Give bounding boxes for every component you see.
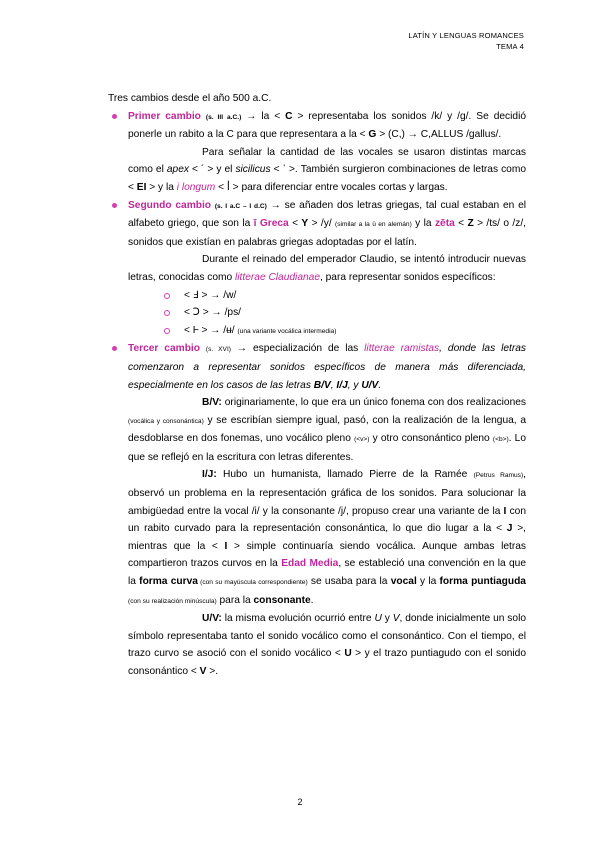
tercer-cambio-title: Tercer cambio: [128, 343, 200, 355]
paragraph-ij: [128, 466, 526, 610]
paragraph-uv: [128, 610, 526, 680]
term-edad-media: Edad Media: [281, 558, 339, 570]
letter-u: U: [344, 648, 352, 660]
text: <: [454, 218, 468, 230]
letter-i: I: [224, 540, 228, 552]
term-vocal: vocal: [390, 576, 417, 588]
letter-g: G: [368, 129, 377, 141]
text: , se estableció una convención en la que la: [128, 558, 526, 588]
text: y la: [411, 218, 435, 230]
claudiana-letter: < Ↄ > → /ps/: [184, 307, 241, 319]
term-i-longum: i longum: [176, 181, 216, 193]
text: > representaba los sonidos /k/ y /g/. Se decidió ponerle un rabito a la C para que representara a la <: [128, 110, 526, 141]
term-apex: apex: [166, 164, 189, 176]
text: con un rabito curvado para la representación consonántica, lo que dio lugar a la <: [128, 505, 526, 535]
paragraph-bv: [128, 394, 526, 466]
bullet-dot: [112, 114, 117, 119]
text: para la: [216, 594, 254, 606]
text: → la <: [241, 110, 286, 122]
list-item-tercer-cambio: [108, 340, 526, 394]
paragraph-claudio: [128, 251, 526, 286]
text: la misma evolución ocurrió entre: [221, 613, 375, 625]
note: (una variante vocálica intermedia): [237, 327, 337, 335]
text: > y el trazo puntiagudo con el sonido consonántico <: [128, 648, 527, 677]
note: (con su mayúscula correspondiente): [197, 579, 308, 587]
letter-v: V: [199, 666, 207, 677]
note: (vocálica y consonántica): [128, 417, 204, 425]
bullet-dot: [112, 346, 117, 351]
page-body: [108, 90, 526, 681]
term-litterae-claudianae: litterae Claudianae: [235, 271, 320, 283]
text: >.: [206, 666, 219, 677]
letters-bv: B/V: [313, 379, 331, 391]
text: > simple continuaría siendo vocálica. Aunque ambas letras compartieron trazos curvos en la: [128, 540, 526, 570]
text: se usaba para la: [307, 576, 391, 588]
primer-cambio-title: Primer cambio: [128, 110, 201, 122]
running-header: [408, 30, 524, 52]
text: , y: [347, 379, 362, 391]
tercer-cambio-date: (s. XVI): [205, 346, 231, 354]
term-zeta: zēta: [434, 218, 455, 230]
text: , donde las letras comenzaron a representar sonidos específicos de manera más diferenciada, especialmente en los casos de las letras: [128, 343, 526, 391]
sublist-item: [108, 322, 526, 341]
segundo-cambio-title: Segundo cambio: [128, 199, 212, 211]
text: , observó un problema en la representación gráfica de los sonidos. Para solucionar la ambigüedad entre la vocal /i/ y la consonante /j/, propuso crear una variante de la: [128, 469, 527, 517]
letters-ei: EI: [136, 181, 147, 193]
note: (Petrus Ramus): [473, 472, 524, 480]
text: < ꟾ > para diferenciar entre vocales cortas y largas.: [215, 181, 448, 193]
text: Hubo un humanista, llamado Pierre de la Ramée: [216, 469, 474, 481]
text: < ´ > y el: [188, 164, 236, 176]
text: Durante el reinado del emperador Claudio, se intentó introducir nuevas letras, conocidas como: [128, 254, 526, 283]
text: <: [288, 218, 302, 230]
letter-j: J: [506, 523, 513, 535]
term-litterae-ramistas: litterae ramistas: [364, 343, 440, 355]
sublist-item: [108, 287, 526, 305]
note: (con su realización minúscula): [128, 597, 217, 605]
primer-cambio-date: (s. III a.C.): [205, 113, 242, 121]
text: , donde inicialmente un solo símbolo representaba tanto el sonido vocálico como el consonántico. Con el tiempo, el trazo curvo se asoció con el sonido vocálico <: [128, 613, 526, 660]
section-label: U/V:: [202, 613, 222, 625]
note: (similar a la ü en alemán): [335, 221, 412, 229]
letter-z: Z: [467, 218, 474, 230]
intro-line: Tres cambios desde el año 500 a.C.: [108, 93, 272, 104]
claudiana-letter: < Ⅎ > → /w/: [184, 289, 237, 301]
paragraph-apex: [128, 144, 526, 197]
list-item-segundo-cambio: [108, 197, 526, 252]
text: >, mientras que la <: [128, 523, 526, 552]
text: > /y/: [308, 218, 336, 230]
text: > /ts/ o /z/, sonidos que existían en palabras griegas adoptadas por el latín.: [128, 218, 526, 248]
claudiana-letter: < Ⱶ > → /ʉ/: [184, 324, 238, 336]
text: → especialización de las: [230, 343, 365, 355]
term-sicilicus: sicilicus: [235, 164, 271, 176]
section-label: I/J:: [202, 469, 217, 481]
header-unit: TEMA 4: [496, 42, 524, 51]
bullet-dot: [112, 203, 117, 208]
text: . Lo que se reflejó en la escritura con letras diferentes.: [128, 433, 526, 463]
text: .: [310, 594, 314, 606]
text: y la: [416, 576, 440, 588]
letter-y: Y: [301, 218, 309, 230]
letter-c: C: [285, 110, 293, 122]
section-label: B/V:: [202, 397, 222, 409]
letter-u: U: [374, 613, 382, 625]
letters-uv: U/V: [361, 379, 379, 391]
letter-i: I: [503, 505, 507, 517]
sublist-item: [108, 304, 526, 322]
text: < ᾿ >. También surgieron combinaciones de letras como <: [128, 164, 526, 193]
circle-bullet: [164, 310, 170, 316]
text: y: [381, 613, 393, 625]
note: (<v>): [354, 436, 370, 444]
text: .: [378, 379, 382, 391]
circle-bullet: [164, 328, 170, 334]
text: > y la: [146, 181, 177, 193]
text: → se añaden dos letras griegas, tal cual estaban en el alfabeto griego, que son la: [128, 199, 526, 230]
letter-v: V: [392, 613, 400, 625]
term-i-greca: ī Greca: [253, 218, 289, 230]
term-forma-curva: forma curva: [139, 576, 198, 588]
text: > (C,) → C,ALLUS /gallus/.: [376, 129, 502, 141]
text: ,: [330, 379, 337, 391]
list-item-primer-cambio: [108, 108, 526, 144]
term-forma-puntiaguda: forma puntiaguda: [439, 576, 526, 588]
text: originariamente, lo que era un único fonema con dos realizaciones: [221, 397, 526, 409]
text: y otro consonántico pleno: [369, 433, 493, 445]
text: , para representar sonidos específicos:: [319, 271, 496, 283]
header-course: LATÍN Y LENGUAS ROMANCES: [408, 31, 524, 40]
letters-ij: I/J: [336, 379, 348, 391]
term-consonante: consonante: [253, 594, 311, 606]
note: (<b>): [492, 436, 509, 444]
segundo-cambio-date: (s. I a.C – I d.C): [214, 202, 267, 210]
circle-bullet: [164, 293, 170, 299]
text: Para señalar la cantidad de las vocales se usaron distintas marcas como el: [128, 146, 526, 176]
text: y se escribían siempre igual, pasó, con la realización de la lengua, a desdoblarse en dos fonemas, uno vocálico pleno: [128, 414, 526, 445]
page-number: 2: [297, 797, 303, 807]
